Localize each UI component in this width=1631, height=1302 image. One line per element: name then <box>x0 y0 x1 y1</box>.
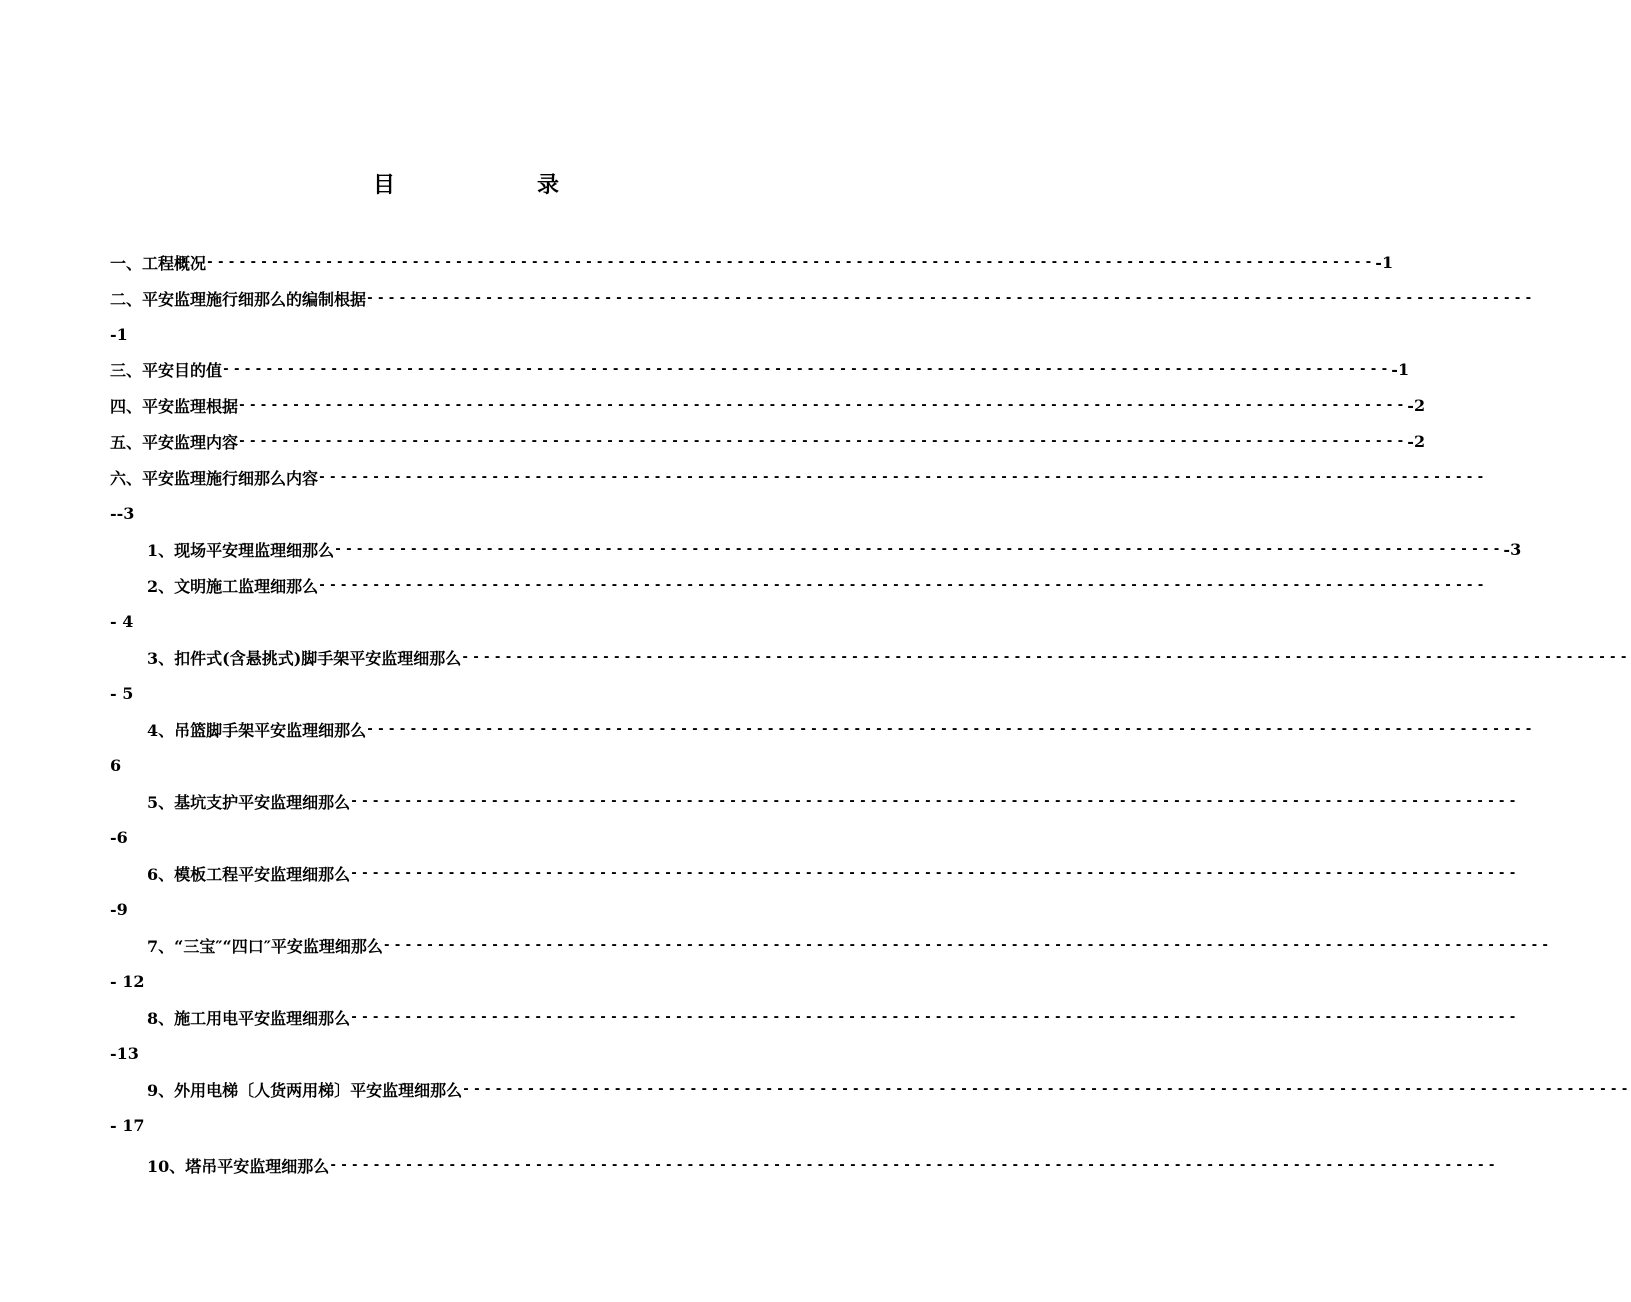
toc-entry-text: 9、外用电梯〔人货两用梯〕平安监理细那么 <box>147 1080 463 1100</box>
dot-leader: ------------------------------------------------------------------------------------------------------------ <box>329 1157 1499 1173</box>
toc-title-char-1: 目 <box>373 172 396 198</box>
toc-subentry-3-page: - 5 <box>110 683 134 703</box>
toc-title-char-2: 录 <box>537 172 560 198</box>
toc-subentry-10[interactable] <box>147 1151 1499 1179</box>
dot-leader: ------------------------------------------------------------------------------------------------------------ <box>350 793 1520 809</box>
toc-subentry-1[interactable] <box>147 535 1522 563</box>
dot-leader: ------------------------------------------------------------------------------------------------------------ <box>461 649 1631 665</box>
toc-subentry-4[interactable] <box>147 715 1536 743</box>
toc-subentry-7-page: - 12 <box>110 971 145 991</box>
toc-entry-text: 六、平安监理施行细那么内容 <box>110 468 319 488</box>
dot-leader: ------------------------------------------------------------------------------------------------------------ <box>366 290 1536 306</box>
toc-entry-text: 2、文明施工监理细那么 <box>147 576 319 596</box>
toc-entry-text: 二、平安监理施行细那么的编制根据 <box>110 289 367 309</box>
toc-entry-text: 3、扣件式(含悬挑式)脚手架平安监理细那么 <box>147 648 462 668</box>
dot-leader: ------------------------------------------------------------------------------------------------------------ <box>238 397 1408 413</box>
toc-entry-5[interactable] <box>110 427 1426 455</box>
toc-entry-2-page: -1 <box>110 324 128 344</box>
toc-entry-page: -1 <box>1391 359 1410 379</box>
toc-entry-page: -2 <box>1407 395 1426 415</box>
toc-subentry-5[interactable] <box>147 787 1520 815</box>
toc-entry-text: 1、现场平安理监理细那么 <box>147 540 335 560</box>
toc-subentry-5-page: -6 <box>110 827 128 847</box>
dot-leader: ------------------------------------------------------------------------------------------------------------ <box>350 1009 1520 1025</box>
toc-subentry-2-page: - 4 <box>110 611 134 631</box>
toc-entry-text: 五、平安监理内容 <box>110 432 239 452</box>
toc-subentry-4-page: 6 <box>110 755 122 775</box>
toc-subentry-6-page: -9 <box>110 899 128 919</box>
toc-entry-text: 8、施工用电平安监理细那么 <box>147 1008 351 1028</box>
toc-entry-text: 6、模板工程平安监理细那么 <box>147 864 351 884</box>
dot-leader: ------------------------------------------------------------------------------------------------------------ <box>334 541 1504 557</box>
toc-subentry-3[interactable] <box>147 643 1631 671</box>
toc-entry-text: 一、工程概况 <box>110 253 207 273</box>
toc-subentry-7[interactable] <box>147 931 1553 959</box>
toc-entry-2[interactable] <box>110 284 1536 312</box>
dot-leader: ------------------------------------------------------------------------------------------------------------ <box>206 254 1376 270</box>
toc-subentry-8-page: -13 <box>110 1043 139 1063</box>
dot-leader: ------------------------------------------------------------------------------------------------------------ <box>462 1081 1631 1097</box>
toc-entry-text: 三、平安目的值 <box>110 360 223 380</box>
toc-entry-6-page: --3 <box>110 503 135 523</box>
toc-entry-6[interactable] <box>110 463 1488 491</box>
toc-entry-1[interactable] <box>110 248 1394 276</box>
toc-subentry-8[interactable] <box>147 1003 1520 1031</box>
dot-leader: ------------------------------------------------------------------------------------------------------------ <box>222 361 1392 377</box>
dot-leader: ------------------------------------------------------------------------------------------------------------ <box>366 721 1536 737</box>
toc-subentry-6[interactable] <box>147 859 1520 887</box>
dot-leader: ------------------------------------------------------------------------------------------------------------ <box>318 469 1488 485</box>
toc-entry-text: 5、基坑支护平安监理细那么 <box>147 792 351 812</box>
dot-leader: ------------------------------------------------------------------------------------------------------------ <box>318 577 1488 593</box>
toc-entry-page: -3 <box>1503 539 1522 559</box>
toc-entry-page: -1 <box>1375 252 1394 272</box>
toc-subentry-2[interactable] <box>147 571 1488 599</box>
toc-entry-4[interactable] <box>110 391 1426 419</box>
toc-entry-text: 7、“三宝″“四口″平安监理细那么 <box>147 936 383 956</box>
toc-entry-text: 4、吊篮脚手架平安监理细那么 <box>147 720 367 740</box>
toc-entry-text: 四、平安监理根据 <box>110 396 239 416</box>
toc-entry-text: 10、塔吊平安监理细那么 <box>147 1156 330 1176</box>
toc-subentry-9[interactable] <box>147 1075 1631 1103</box>
dot-leader: ------------------------------------------------------------------------------------------------------------ <box>350 865 1520 881</box>
dot-leader: ------------------------------------------------------------------------------------------------------------ <box>382 937 1553 953</box>
toc-subentry-9-page: - 17 <box>110 1115 145 1135</box>
dot-leader: ------------------------------------------------------------------------------------------------------------ <box>238 433 1408 449</box>
toc-entry-page: -2 <box>1407 431 1426 451</box>
toc-entry-3[interactable] <box>110 355 1410 383</box>
